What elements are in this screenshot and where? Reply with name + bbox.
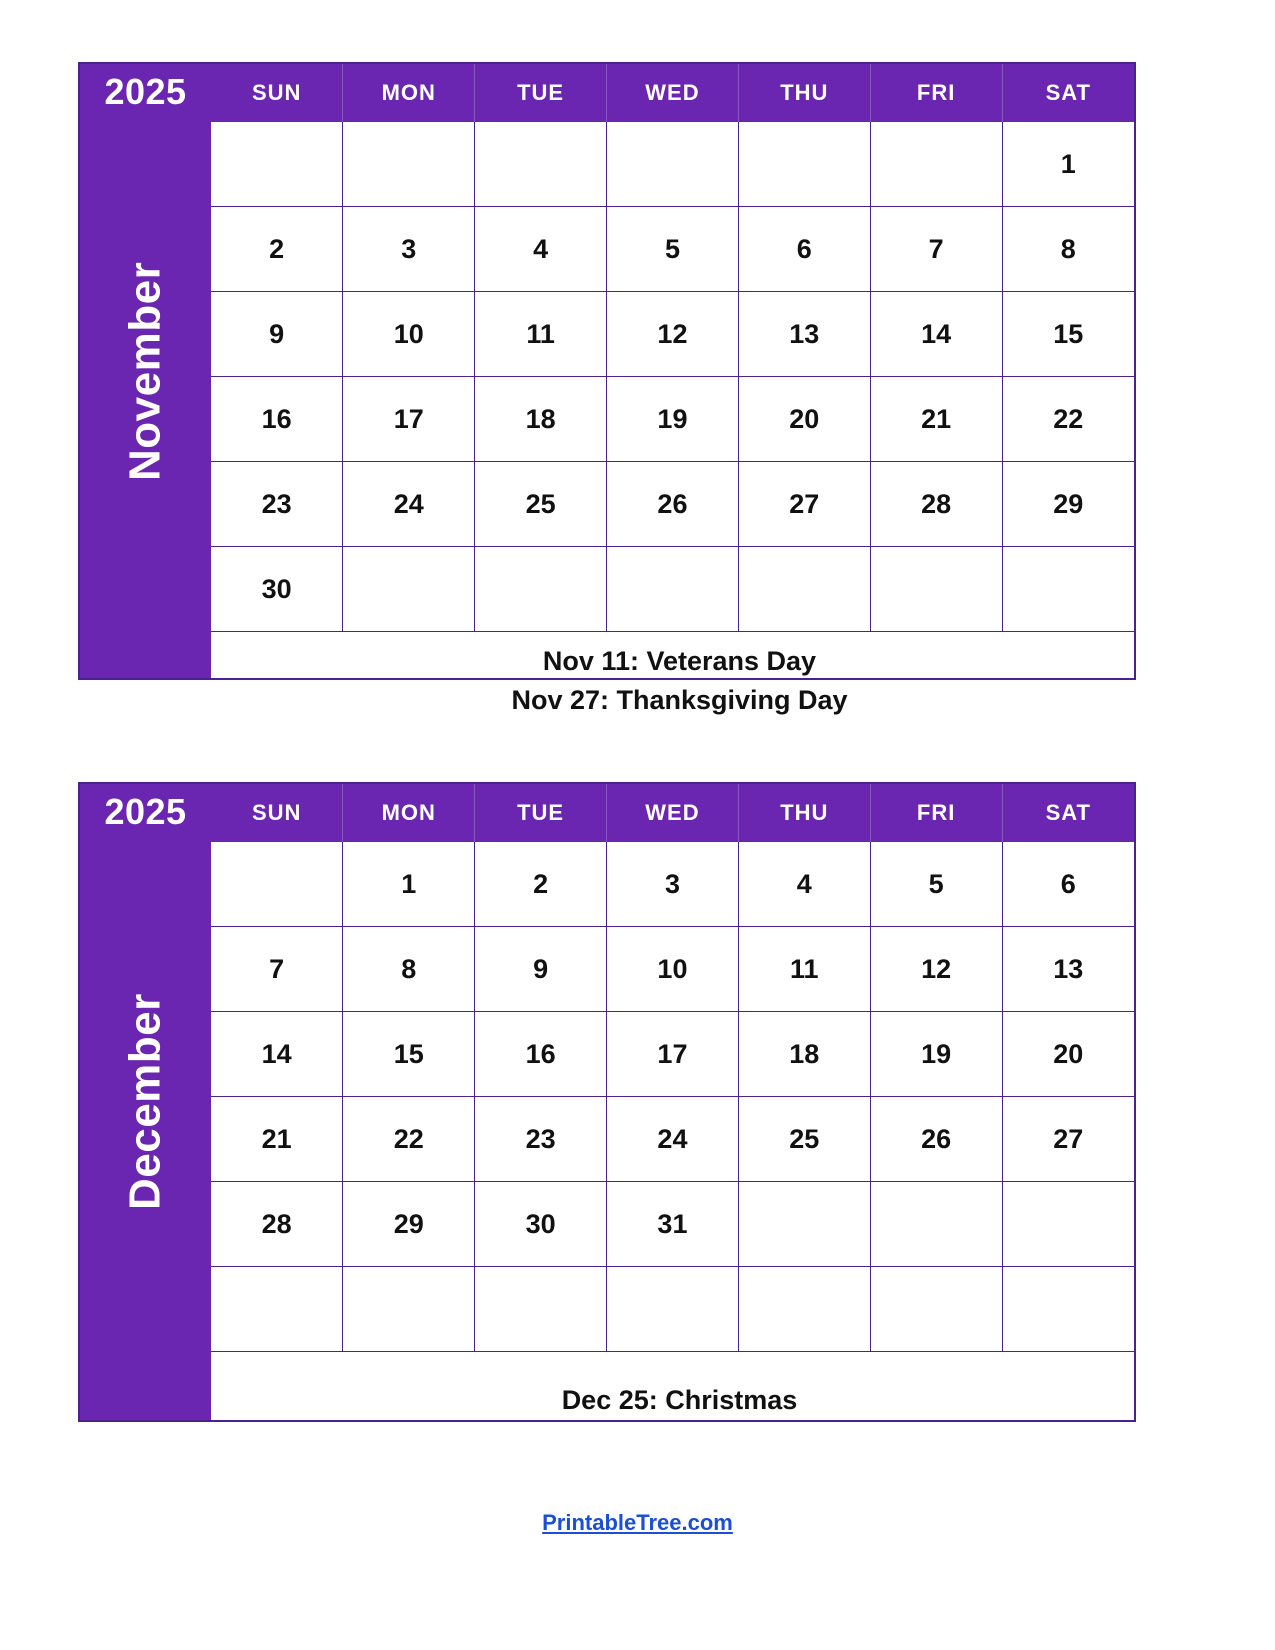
day-cell: 16	[475, 1012, 607, 1097]
day-cell: 28	[870, 462, 1002, 547]
day-cell: 17	[343, 377, 475, 462]
weekday-thu: THU	[738, 64, 870, 122]
day-cell: 11	[738, 927, 870, 1012]
week-row	[211, 462, 1134, 547]
day-cell: 1	[343, 842, 475, 927]
day-cell: 10	[343, 292, 475, 377]
day-cell: 13	[1002, 927, 1134, 1012]
weekday-tue: TUE	[475, 64, 607, 122]
day-cell: 21	[870, 377, 1002, 462]
day-cell: 2	[475, 842, 607, 927]
holiday-note: Nov 11: Veterans Day	[542, 645, 817, 676]
week-row	[211, 377, 1134, 462]
day-cell: 15	[1002, 292, 1134, 377]
day-cell: 30	[211, 547, 343, 632]
day-cell	[607, 1267, 739, 1352]
week-row	[211, 1097, 1134, 1182]
day-cell	[738, 547, 870, 632]
day-cell: 24	[343, 462, 475, 547]
month-label-december: December	[120, 993, 170, 1211]
day-cell: 19	[607, 377, 739, 462]
day-cell: 22	[343, 1097, 475, 1182]
day-cell: 6	[738, 207, 870, 292]
day-cell	[607, 122, 739, 207]
day-cell	[343, 122, 475, 207]
calendar-november	[78, 62, 1136, 715]
day-cell	[738, 122, 870, 207]
day-cell: 7	[211, 927, 343, 1012]
day-cell: 11	[475, 292, 607, 377]
week-row	[211, 122, 1134, 207]
day-cell: 31	[607, 1182, 739, 1267]
day-cell: 16	[211, 377, 343, 462]
day-cell	[607, 547, 739, 632]
holiday-note: Dec 25: Christmas	[561, 1385, 798, 1416]
day-cell: 27	[738, 462, 870, 547]
day-cell: 14	[211, 1012, 343, 1097]
weekday-sat: SAT	[1002, 784, 1134, 842]
day-cell: 25	[738, 1097, 870, 1182]
day-cell: 22	[1002, 377, 1134, 462]
day-cell: 2	[211, 207, 343, 292]
week-row	[211, 1012, 1134, 1097]
holiday-note: Nov 27: Thanksgiving Day	[511, 685, 848, 715]
holiday-notes-december	[211, 1352, 1134, 1443]
footer	[0, 1510, 1275, 1536]
day-cell: 5	[870, 842, 1002, 927]
weekday-wed: WED	[607, 64, 739, 122]
month-band-december	[80, 784, 211, 1420]
day-cell	[738, 1182, 870, 1267]
week-row	[211, 1182, 1134, 1267]
day-cell: 19	[870, 1012, 1002, 1097]
weekday-sat: SAT	[1002, 64, 1134, 122]
week-row	[211, 842, 1134, 927]
day-cell	[870, 1182, 1002, 1267]
calendar-grid-december	[211, 784, 1134, 1420]
calendar-december	[78, 782, 1136, 1422]
day-cell: 9	[211, 292, 343, 377]
day-cell: 3	[343, 207, 475, 292]
day-cell	[211, 122, 343, 207]
day-cell: 4	[475, 207, 607, 292]
week-row	[211, 547, 1134, 632]
day-cell: 26	[607, 462, 739, 547]
day-cell: 8	[1002, 207, 1134, 292]
day-cell	[211, 842, 343, 927]
week-row	[211, 207, 1134, 292]
day-cell: 1	[1002, 122, 1134, 207]
month-band-november	[80, 64, 211, 678]
weekday-header-row	[211, 64, 1134, 122]
day-cell: 21	[211, 1097, 343, 1182]
day-cell: 10	[607, 927, 739, 1012]
day-cell: 27	[1002, 1097, 1134, 1182]
day-cell: 15	[343, 1012, 475, 1097]
day-cell: 3	[607, 842, 739, 927]
day-cell	[1002, 547, 1134, 632]
day-cell	[870, 547, 1002, 632]
day-cell: 18	[738, 1012, 870, 1097]
day-cell	[475, 1267, 607, 1352]
day-cell	[475, 547, 607, 632]
weekday-mon: MON	[343, 784, 475, 842]
day-cell: 12	[607, 292, 739, 377]
month-label-november: November	[120, 261, 170, 481]
day-cell: 13	[738, 292, 870, 377]
day-cell: 7	[870, 207, 1002, 292]
day-cell: 20	[738, 377, 870, 462]
weekday-thu: THU	[738, 784, 870, 842]
year-label-november: 2025	[80, 64, 211, 120]
calendar-table-december	[211, 784, 1134, 1442]
day-cell: 5	[607, 207, 739, 292]
day-cell: 29	[1002, 462, 1134, 547]
day-cell: 4	[738, 842, 870, 927]
day-cell: 30	[475, 1182, 607, 1267]
holiday-notes-november	[211, 632, 1134, 723]
day-cell	[870, 122, 1002, 207]
day-cell: 23	[211, 462, 343, 547]
day-cell	[738, 1267, 870, 1352]
day-cell: 24	[607, 1097, 739, 1182]
day-cell: 6	[1002, 842, 1134, 927]
day-cell: 8	[343, 927, 475, 1012]
day-cell: 23	[475, 1097, 607, 1182]
printabletree-link[interactable]: PrintableTree.com	[542, 1510, 733, 1535]
day-cell: 28	[211, 1182, 343, 1267]
year-label-december: 2025	[80, 784, 211, 840]
day-cell: 12	[870, 927, 1002, 1012]
calendar-grid-november	[211, 64, 1134, 715]
day-cell	[870, 1267, 1002, 1352]
weekday-tue: TUE	[475, 784, 607, 842]
weekday-header-row	[211, 784, 1134, 842]
day-cell	[475, 122, 607, 207]
calendar-table-november	[211, 64, 1134, 722]
weekday-wed: WED	[607, 784, 739, 842]
weekday-sun: SUN	[211, 784, 343, 842]
week-row	[211, 927, 1134, 1012]
day-cell	[1002, 1267, 1134, 1352]
day-cell	[1002, 1182, 1134, 1267]
day-cell	[211, 1267, 343, 1352]
day-cell: 18	[475, 377, 607, 462]
week-row	[211, 292, 1134, 377]
day-cell: 20	[1002, 1012, 1134, 1097]
day-cell	[343, 1267, 475, 1352]
weekday-fri: FRI	[870, 784, 1002, 842]
day-cell	[343, 547, 475, 632]
day-cell: 25	[475, 462, 607, 547]
notes-row	[211, 1352, 1134, 1443]
notes-row	[211, 632, 1134, 723]
weekday-fri: FRI	[870, 64, 1002, 122]
week-row	[211, 1267, 1134, 1352]
weekday-mon: MON	[343, 64, 475, 122]
day-cell: 14	[870, 292, 1002, 377]
day-cell: 29	[343, 1182, 475, 1267]
day-cell: 9	[475, 927, 607, 1012]
day-cell: 26	[870, 1097, 1002, 1182]
day-cell: 17	[607, 1012, 739, 1097]
weekday-sun: SUN	[211, 64, 343, 122]
